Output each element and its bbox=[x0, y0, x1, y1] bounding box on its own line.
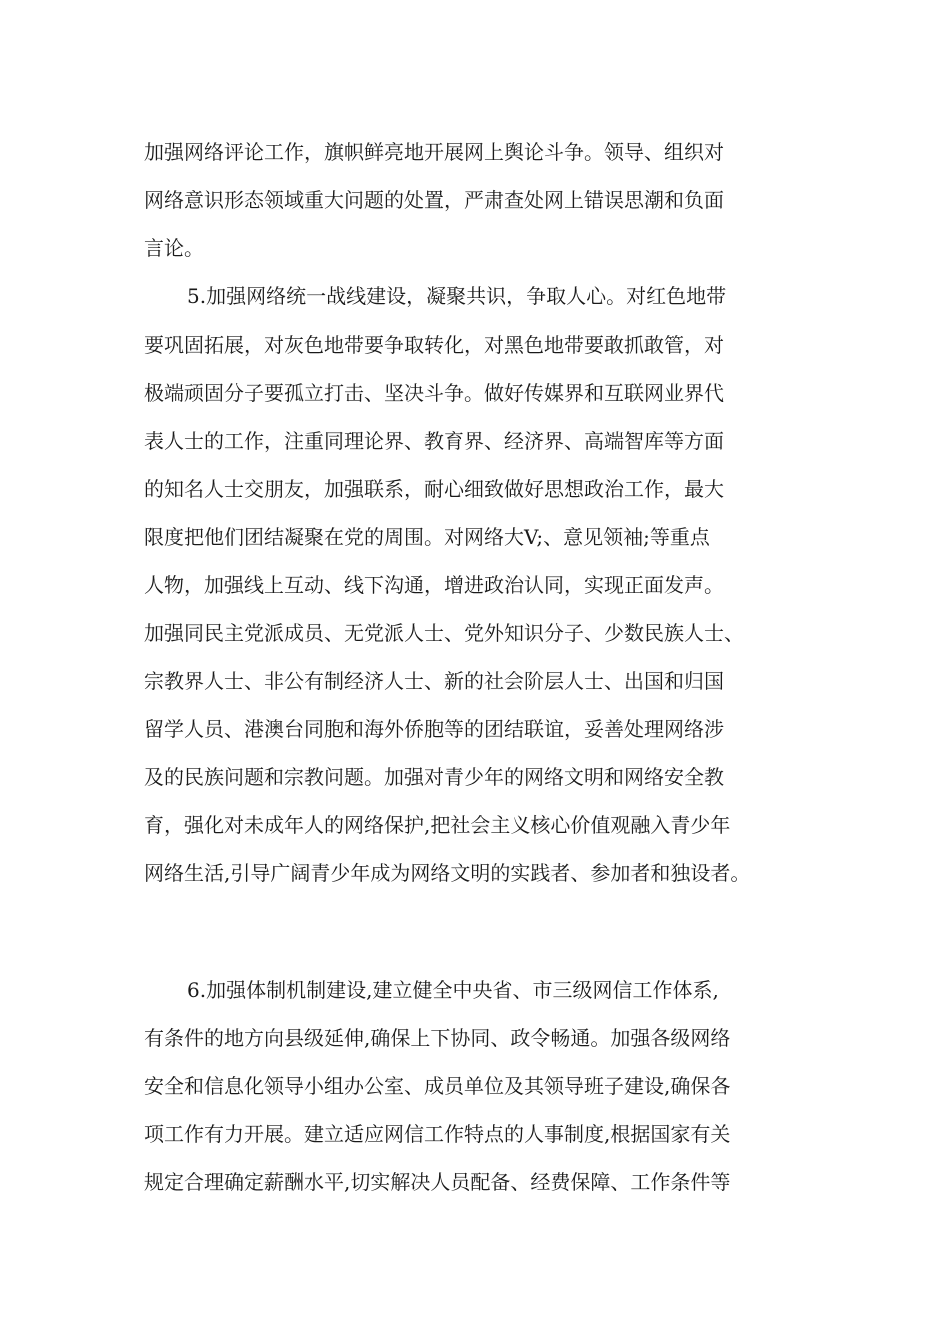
paragraph-5-line-11: 及的民族问题和宗教问题。加强对青少年的网络文明和网络安全教 bbox=[144, 765, 724, 789]
paragraph-cont-line-3: 言论。 bbox=[144, 236, 204, 260]
paragraph-5-line-7: 人物，加强线上互动、线下沟通，增进政治认同，实现正面发声。 bbox=[144, 573, 724, 597]
paragraph-5-line-9: 宗教界人士、非公有制经济人士、新的社会阶层人士、出国和归国 bbox=[144, 669, 724, 693]
paragraph-6-line-5: 规定合理确定薪酬水平,切实解决人员配备、经费保障、工作条件等 bbox=[144, 1170, 731, 1194]
paragraph-5-line-12: 育，强化对未成年人的网络保护,把社会主义核心价值观融入青少年 bbox=[144, 813, 731, 837]
paragraph-5-line-13: 网络生活,引导广阔青少年成为网络文明的实践者、参加者和独设者。 bbox=[144, 861, 751, 885]
paragraph-5-line-6: 限度把他们团结凝聚在党的周围。对网络大V;、意见领袖;等重点 bbox=[144, 525, 710, 549]
paragraph-5-line-3: 极端顽固分子要孤立打击、坚决斗争。做好传媒界和互联网业界代 bbox=[144, 381, 724, 405]
paragraph-6-line-2: 有条件的地方向县级延伸,确保上下协同、政令畅通。加强各级网络 bbox=[144, 1026, 731, 1050]
paragraph-5-line-1: 5.加强网络统一战线建设，凝聚共识，争取人心。对红色地带 bbox=[187, 284, 727, 308]
paragraph-6-line-3: 安全和信息化领导小组办公室、成员单位及其领导班子建设,确保各 bbox=[144, 1074, 731, 1098]
paragraph-5-line-5: 的知名人士交朋友，加强联系，耐心细致做好思想政治工作，最大 bbox=[144, 477, 724, 501]
paragraph-6-line-4: 项工作有力开展。建立适应网信工作特点的人事制度,根据国家有关 bbox=[144, 1122, 731, 1146]
paragraph-5-line-2: 要巩固拓展，对灰色地带要争取转化，对黑色地带要敢抓敢管，对 bbox=[144, 333, 724, 357]
paragraph-5-line-8: 加强同民主党派成员、无党派人士、党外知识分子、少数民族人士、 bbox=[144, 621, 744, 645]
paragraph-5-line-4: 表人士的工作，注重同理论界、教育界、经济界、高端智库等方面 bbox=[144, 429, 724, 453]
paragraph-cont-line-2: 网络意识形态领域重大问题的处置，严肃查处网上错误思潮和负面 bbox=[144, 188, 724, 212]
paragraph-cont-line-1: 加强网络评论工作，旗帜鲜亮地开展网上舆论斗争。领导、组织对 bbox=[144, 140, 724, 164]
paragraph-5-line-10: 留学人员、港澳台同胞和海外侨胞等的团结联谊，妥善处理网络涉 bbox=[144, 717, 724, 741]
paragraph-6-line-1: 6.加强体制机制建设,建立健全中央省、市三级网信工作体系, bbox=[187, 978, 719, 1002]
